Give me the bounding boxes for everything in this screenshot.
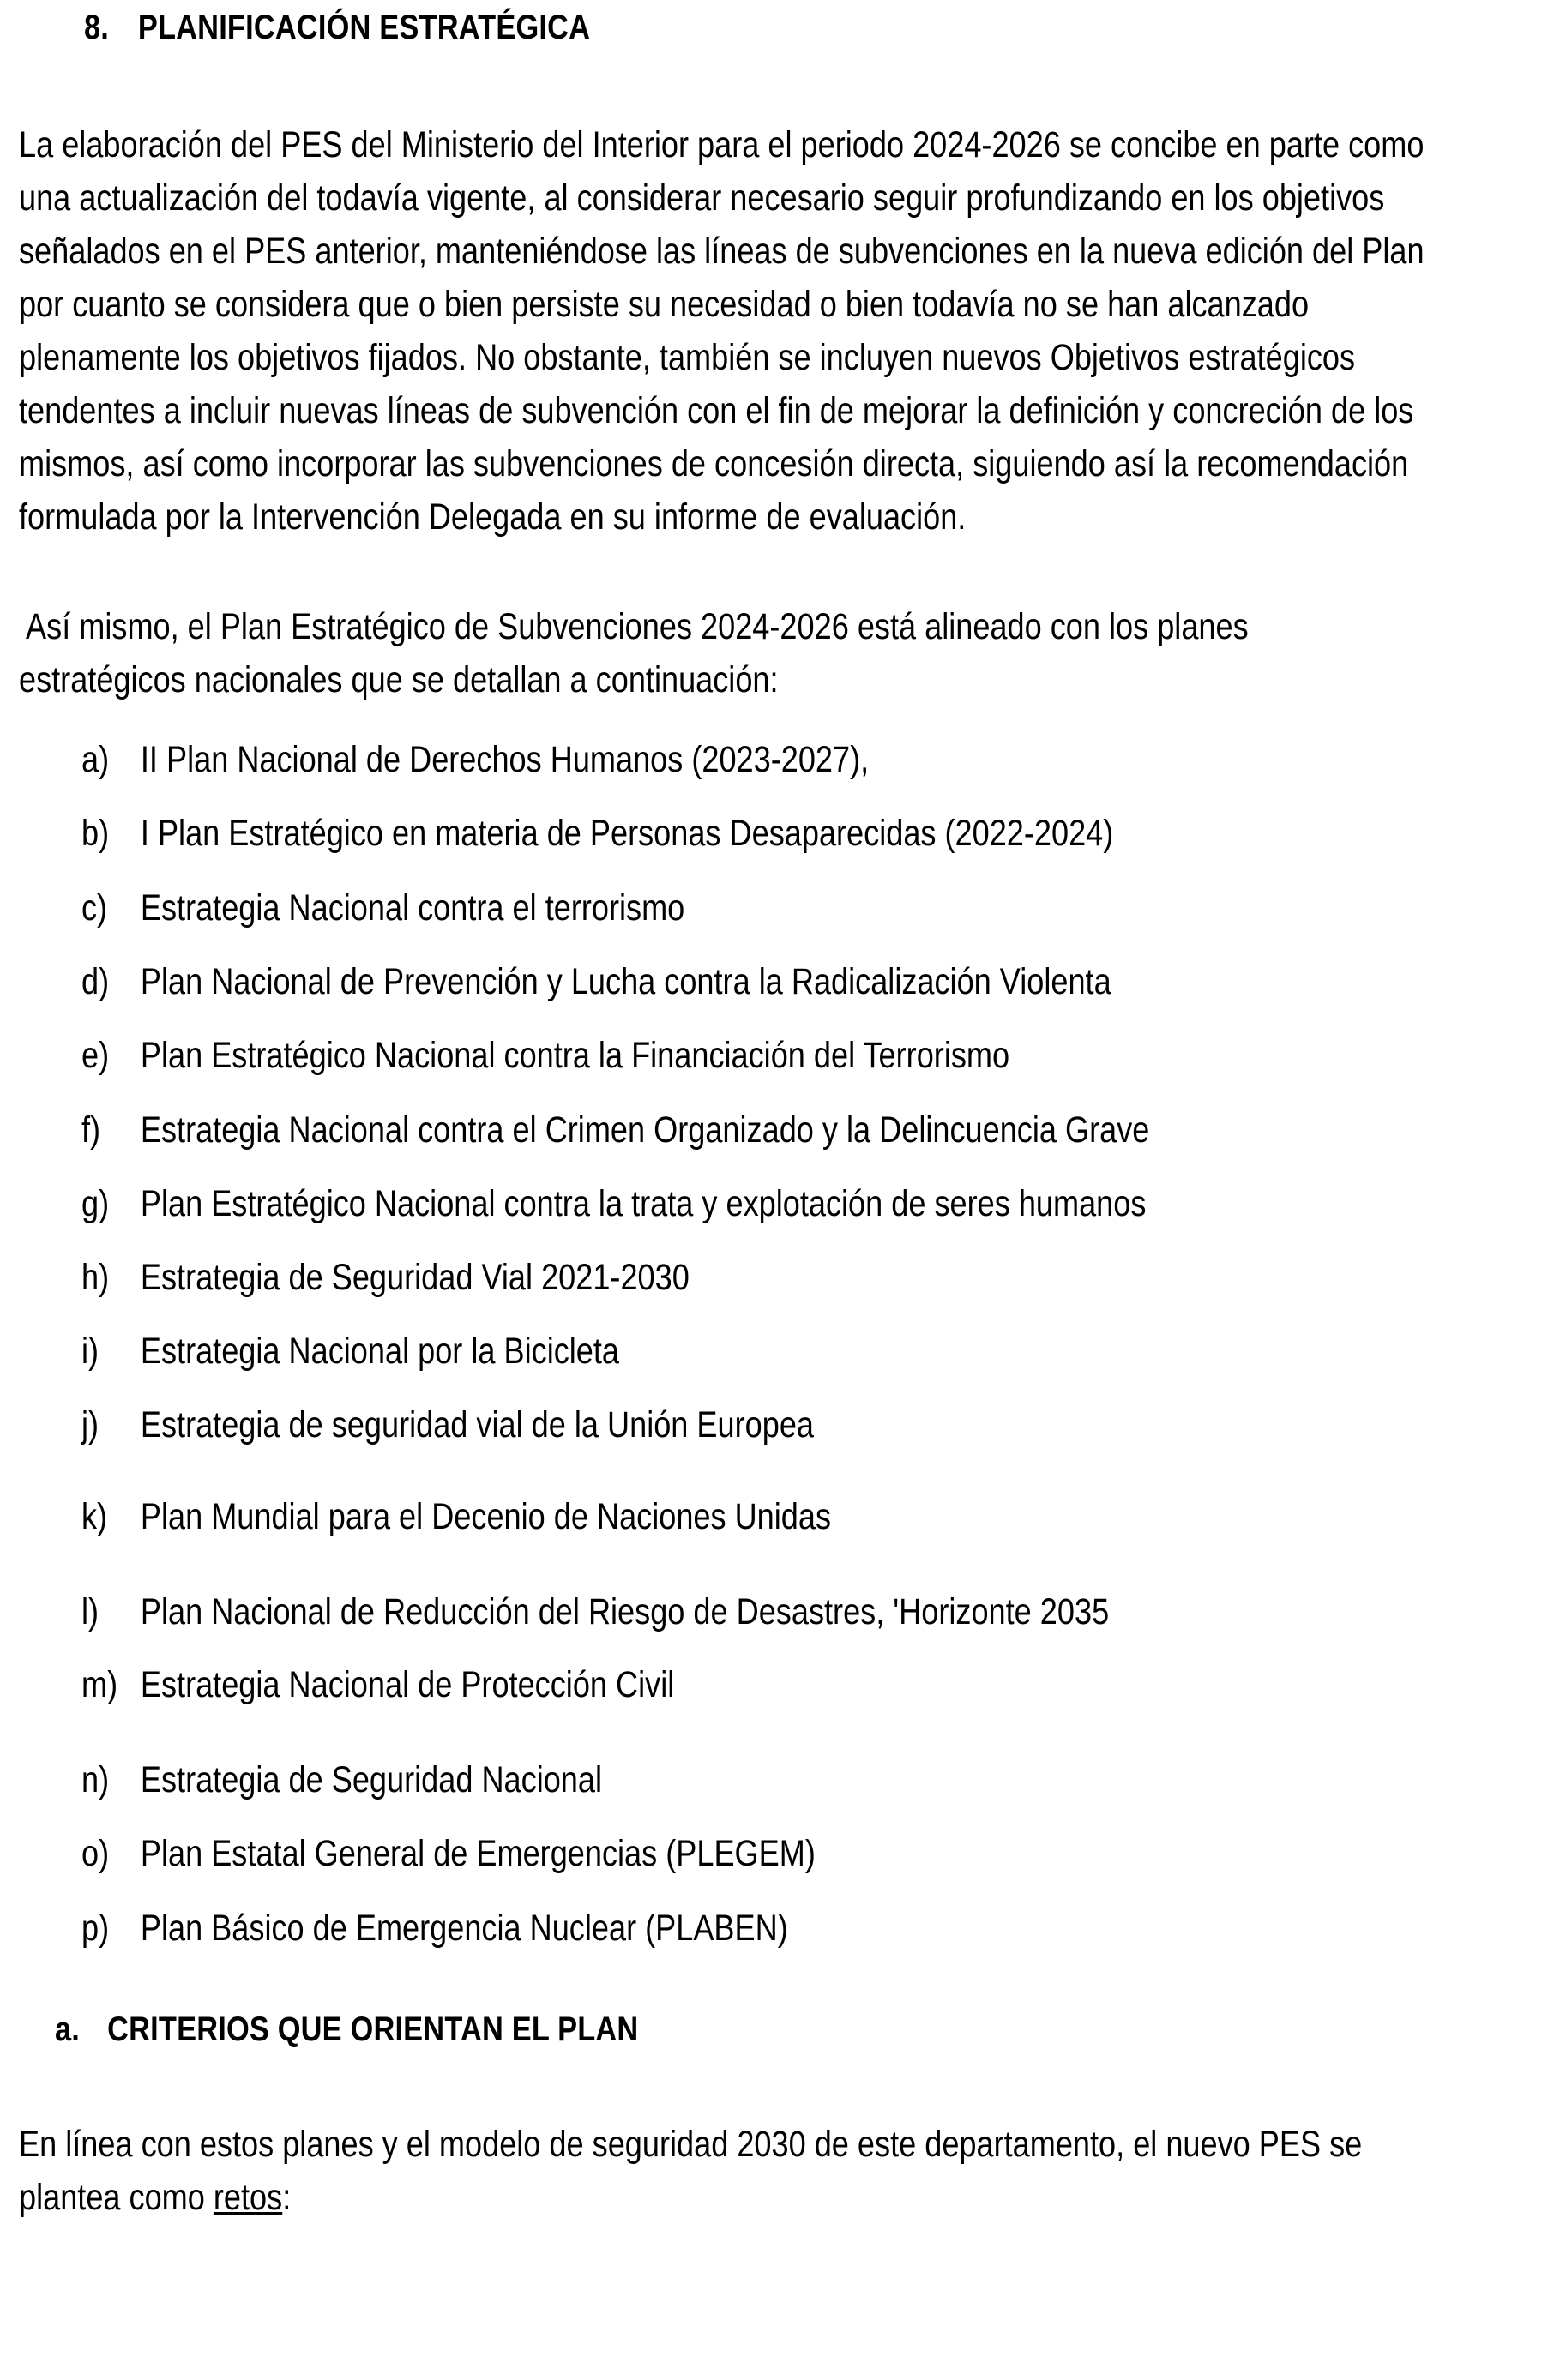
paragraph-line: por cuanto se considera que o bien persiste su necesidad o bien todavía no se han alcanzado (19, 284, 1310, 325)
closing-prefix: plantea como (19, 2177, 214, 2218)
paragraph-line: una actualización del todavía vigente, al considerar necesario seguir profundizando en los objetivos (19, 177, 1385, 219)
list-item-text: Estrategia Nacional contra el Crimen Organizado y la Delincuencia Grave (140, 1109, 1150, 1151)
list-item-label: c) (81, 887, 108, 929)
list-item-label: d) (81, 961, 110, 1002)
subsection-heading (55, 2010, 638, 2049)
list-item-label: j) (81, 1404, 99, 1445)
paragraph-line: tendentes a incluir nuevas líneas de subvención con el fin de mejorar la definición y concreción de los (19, 390, 1414, 431)
paragraph-line: señalados en el PES anterior, manteniéndose las líneas de subvenciones en la nueva edición del Plan (19, 231, 1425, 272)
list-item-label: f) (81, 1109, 101, 1151)
list-item-label: h) (81, 1257, 110, 1298)
list-item-text: Plan Estratégico Nacional contra la trata y explotación de seres humanos (140, 1183, 1147, 1224)
paragraph-line: En línea con estos planes y el modelo de seguridad 2030 de este departamento, el nuevo PES se (19, 2124, 1363, 2165)
paragraph-line: Así mismo, el Plan Estratégico de Subvenciones 2024-2026 está alineado con los planes (19, 606, 1249, 647)
section-heading (84, 9, 590, 47)
list-item-label: b) (81, 813, 110, 854)
list-item-label: k) (81, 1496, 108, 1537)
list-item-text: Estrategia de Seguridad Vial 2021-2030 (140, 1257, 690, 1298)
retos-underlined: retos (213, 2177, 283, 2218)
list-item-text: Estrategia Nacional de Protección Civil (140, 1664, 675, 1705)
list-item-text: Estrategia Nacional contra el terrorismo (140, 887, 685, 929)
list-item-text: II Plan Nacional de Derechos Humanos (2023-2027), (140, 739, 870, 780)
list-item-text: Plan Estratégico Nacional contra la Financiación del Terrorismo (140, 1035, 1010, 1076)
paragraph-line: plenamente los objetivos fijados. No obstante, también se incluyen nuevos Objetivos estratégicos (19, 337, 1356, 378)
closing-suffix: : (282, 2177, 292, 2218)
paragraph-line: estratégicos nacionales que se detallan a continuación: (19, 659, 779, 700)
list-item-label: a) (81, 739, 110, 780)
list-item-text: Plan Básico de Emergencia Nuclear (PLABEN) (140, 1908, 788, 1949)
list-item-text: Plan Nacional de Prevención y Lucha contra la Radicalización Violenta (140, 961, 1111, 1002)
list-item-label: n) (81, 1759, 110, 1800)
list-item-text: Estrategia Nacional por la Bicicleta (140, 1331, 620, 1372)
list-item-text: I Plan Estratégico en materia de Personas Desaparecidas (2022-2024) (140, 813, 1114, 854)
list-item-label: i) (81, 1331, 99, 1372)
paragraph-line: La elaboración del PES del Ministerio del Interior para el periodo 2024-2026 se concibe en parte como (19, 124, 1425, 165)
list-item-text: Plan Estatal General de Emergencias (PLEGEM) (140, 1833, 816, 1874)
list-item-label: m) (81, 1664, 118, 1705)
list-item-text: Estrategia de Seguridad Nacional (140, 1759, 603, 1800)
section-number: 8. (84, 9, 110, 46)
list-item-text: Plan Mundial para el Decenio de Naciones Unidas (140, 1496, 832, 1537)
list-item-label: g) (81, 1183, 110, 1224)
paragraph-line-last (19, 2171, 1273, 2224)
subsection-number: a. (55, 2010, 81, 2048)
list-item-label: o) (81, 1833, 110, 1874)
list-item-label: l) (81, 1591, 99, 1632)
list-item-text: Plan Nacional de Reducción del Riesgo de Desastres, 'Horizonte 2035 (140, 1591, 1110, 1632)
paragraph-line: formulada por la Intervención Delegada en su informe de evaluación. (19, 496, 967, 538)
paragraph-line: mismos, así como incorporar las subvenciones de concesión directa, siguiendo así la recomendación (19, 443, 1409, 484)
section-title: PLANIFICACIÓN ESTRATÉGICA (137, 9, 591, 46)
list-item-label: p) (81, 1908, 110, 1949)
closing-paragraph (19, 2118, 1511, 2224)
list-item-text: Estrategia de seguridad vial de la Unión Europea (140, 1404, 815, 1445)
list-item-label: e) (81, 1035, 110, 1076)
alignment-paragraph (19, 600, 1511, 706)
subsection-title: CRITERIOS QUE ORIENTAN EL PLAN (107, 2010, 639, 2048)
intro-paragraph (19, 118, 1511, 544)
